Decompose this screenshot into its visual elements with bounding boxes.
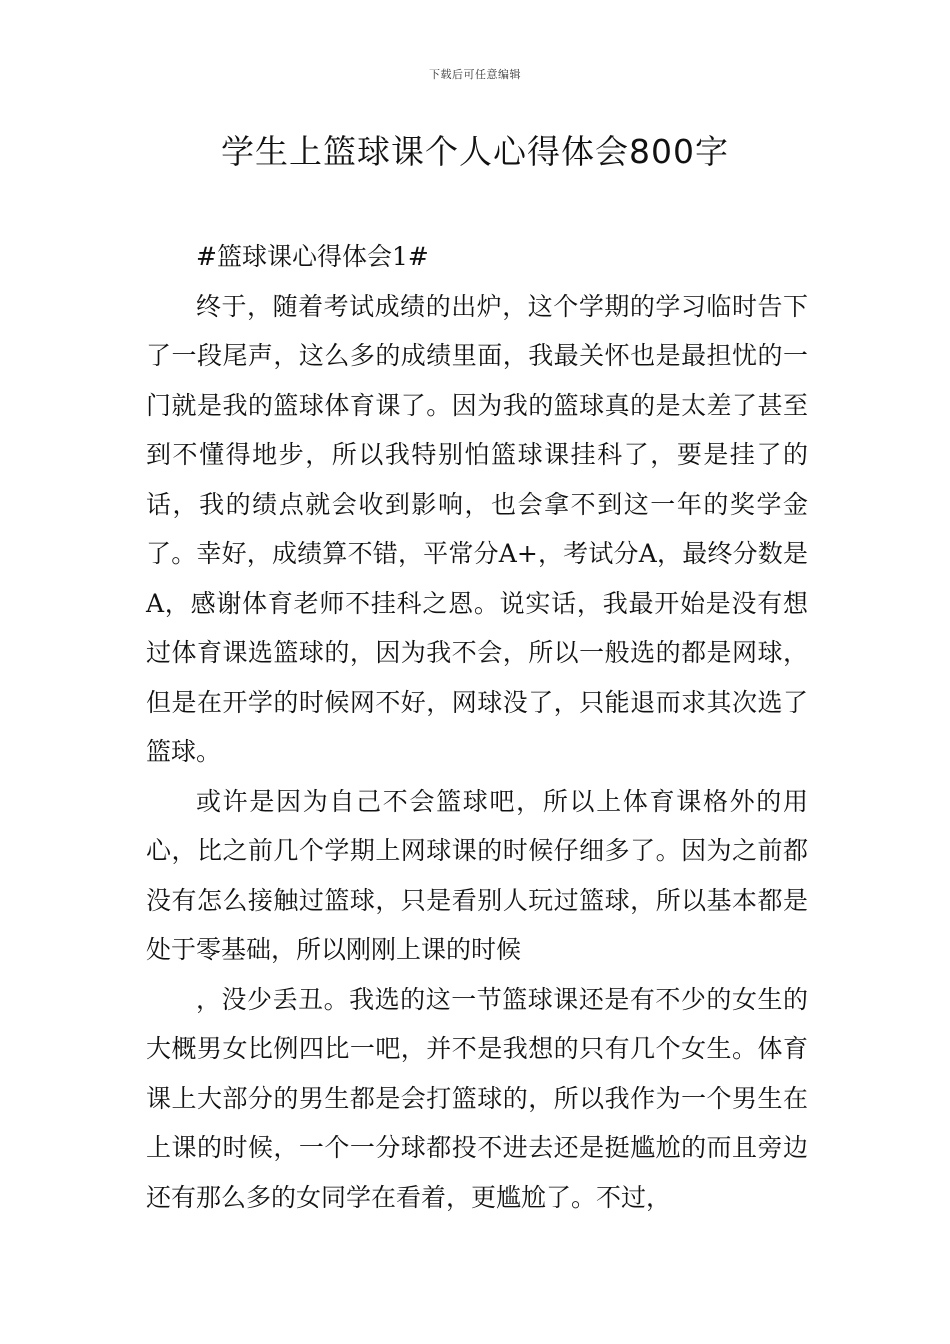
section-heading: #篮球课心得体会1# — [196, 242, 429, 271]
paragraph-3: ，没少丢丑。我选的这一节篮球课还是有不少的女生的大概男女比例四比一吧，并不是我想的只有几个女生。体育课上大部分的男生都是会打篮球的，所以我作为一个男生在上课的时候，一个一分球都投不进去还是挺尴尬的而且旁边还有那么多的女同学在看着，更尴尬了。不过， — [146, 984, 808, 1212]
document-title: 学生上篮球课个人心得体会800字 — [221, 132, 729, 171]
document-body — [146, 232, 808, 1222]
paragraph-1: 终于，随着考试成绩的出炉，这个学期的学习临时告下了一段尾声，这么多的成绩里面，我最关怀也是最担忧的一门就是我的篮球体育课了。因为我的篮球真的是太差了甚至到不懂得地步，所以我特别怕篮球课挂科了，要是挂了的话，我的绩点就会收到影响，也会拿不到这一年的奖学金了。幸好，成绩算不错，平常分A+，考试分A，最终分数是A，感谢体育老师不挂科之恩。说实话，我最开始是没有想过体育课选篮球的，因为我不会，所以一般选的都是网球，但是在开学的时候网不好，网球没了，只能退而求其次选了篮球。 — [146, 291, 808, 766]
header-note: 下载后可任意编辑 — [429, 68, 521, 81]
paragraph-2: 或许是因为自己不会篮球吧，所以上体育课格外的用心，比之前几个学期上网球课的时候仔细多了。因为之前都没有怎么接触过篮球，只是看别人玩过篮球，所以基本都是处于零基础，所以刚刚上课的时候 — [146, 786, 808, 964]
